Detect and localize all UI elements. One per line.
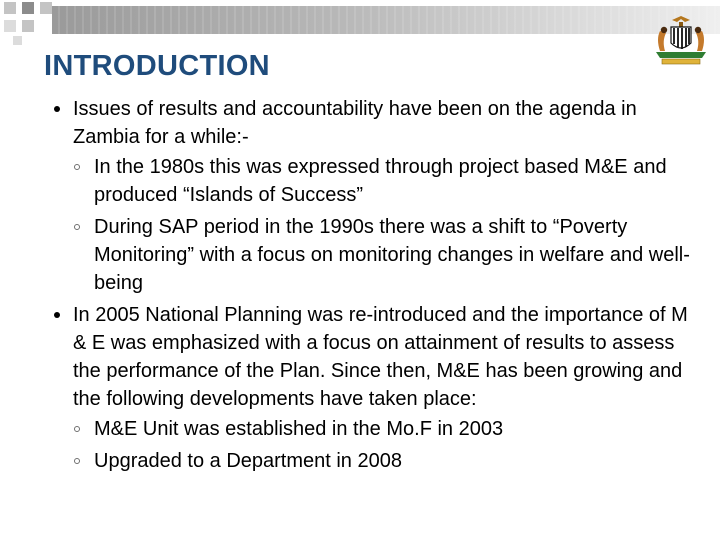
sub-bullet-text: In the 1980s this was expressed through project based M&E and produced “Islands of Success” bbox=[94, 156, 667, 206]
sub-bullet-item bbox=[44, 447, 694, 475]
sub-bullet-item bbox=[44, 415, 694, 443]
sub-bullet-item bbox=[44, 153, 694, 209]
sub-bullet-marker bbox=[74, 224, 80, 230]
sub-bullet-marker bbox=[74, 164, 80, 170]
bullet-marker bbox=[54, 312, 60, 318]
slide-content bbox=[44, 95, 694, 479]
bullet-text: Issues of results and accountability have been on the agenda in Zambia for a while:- bbox=[73, 98, 637, 148]
sub-bullet-item bbox=[44, 213, 694, 297]
sub-bullet-text: M&E Unit was established in the Mo.F in 2003 bbox=[94, 418, 504, 440]
slide-title: INTRODUCTION bbox=[44, 50, 270, 82]
sub-bullet-text: Upgraded to a Department in 2008 bbox=[94, 450, 402, 472]
sub-bullet-marker bbox=[74, 426, 80, 432]
bullet-item bbox=[44, 95, 694, 151]
sub-bullet-text: During SAP period in the 1990s there was a shift to “Poverty Monitoring” with a focus on monitoring changes in welfare and well-being bbox=[94, 216, 690, 294]
bullet-item bbox=[44, 301, 694, 413]
decorative-header-band bbox=[52, 6, 720, 34]
decorative-corner-squares bbox=[0, 0, 60, 46]
zambia-coat-of-arms-icon bbox=[650, 14, 712, 66]
bullet-marker bbox=[54, 106, 60, 112]
sub-bullet-marker bbox=[74, 458, 80, 464]
bullet-text: In 2005 National Planning was re-introduced and the importance of M & E was emphasized with a focus on attainment of results to assess the performance of the Plan. Since then, M&E has been growing and the following developments have taken place: bbox=[73, 304, 688, 410]
